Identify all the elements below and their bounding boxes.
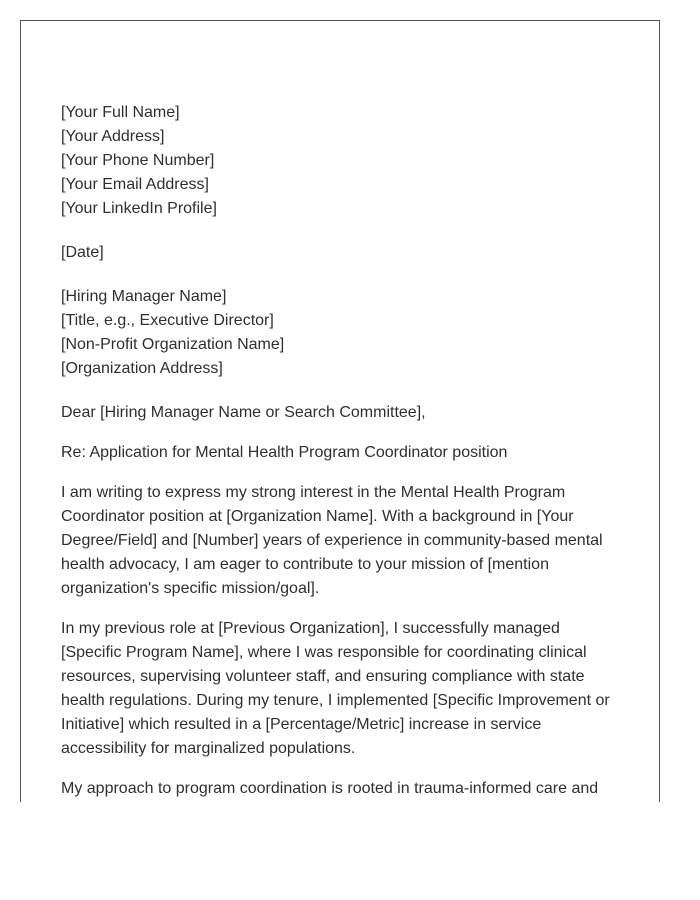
recipient-organization: [Non-Profit Organization Name]: [61, 336, 285, 353]
paragraph-approach: [61, 777, 626, 801]
subject-line: [61, 441, 626, 465]
paragraph-line: resources, supervising volunteer staff, and ensuring compliance with state: [61, 668, 585, 685]
letter-content: [61, 101, 626, 802]
recipient-name: [Hiring Manager Name]: [61, 288, 227, 305]
recipient-title: [Title, e.g., Executive Director]: [61, 312, 274, 329]
paragraph-line: organization's specific mission/goal].: [61, 580, 320, 597]
letter-date: [Date]: [61, 244, 104, 261]
sender-email: [Your Email Address]: [61, 176, 209, 193]
paragraph-line: Degree/Field] and [Number] years of experience in community-based mental: [61, 532, 603, 549]
paragraph-intro: [61, 481, 626, 601]
letter-page: [20, 20, 660, 802]
greeting-text: Dear [Hiring Manager Name or Search Committee],: [61, 404, 426, 421]
paragraph-line: [Specific Program Name], where I was responsible for coordinating clinical: [61, 644, 587, 661]
paragraph-line: Initiative] which resulted in a [Percentage/Metric] increase in service: [61, 716, 542, 733]
paragraph-line: accessibility for marginalized populations.: [61, 740, 356, 757]
sender-name: [Your Full Name]: [61, 104, 180, 121]
recipient-address: [Organization Address]: [61, 360, 223, 377]
sender-address: [Your Address]: [61, 128, 165, 145]
sender-linkedin: [Your LinkedIn Profile]: [61, 200, 217, 217]
subject-text: Re: Application for Mental Health Program Coordinator position: [61, 444, 508, 461]
greeting: [61, 401, 626, 425]
sender-phone: [Your Phone Number]: [61, 152, 215, 169]
sender-block: [61, 101, 626, 221]
paragraph-line: In my previous role at [Previous Organization], I successfully managed: [61, 620, 560, 637]
date-block: [61, 241, 626, 265]
paragraph-line: health advocacy, I am eager to contribute to your mission of [mention: [61, 556, 549, 573]
paragraph-line: My approach to program coordination is rooted in trauma-informed care and: [61, 780, 599, 797]
paragraph-line: I am writing to express my strong interest in the Mental Health Program: [61, 484, 566, 501]
recipient-block: [61, 285, 626, 381]
paragraph-line: health regulations. During my tenure, I implemented [Specific Improvement or: [61, 692, 610, 709]
paragraph-experience: [61, 617, 626, 761]
paragraph-line: Coordinator position at [Organization Name]. With a background in [Your: [61, 508, 574, 525]
